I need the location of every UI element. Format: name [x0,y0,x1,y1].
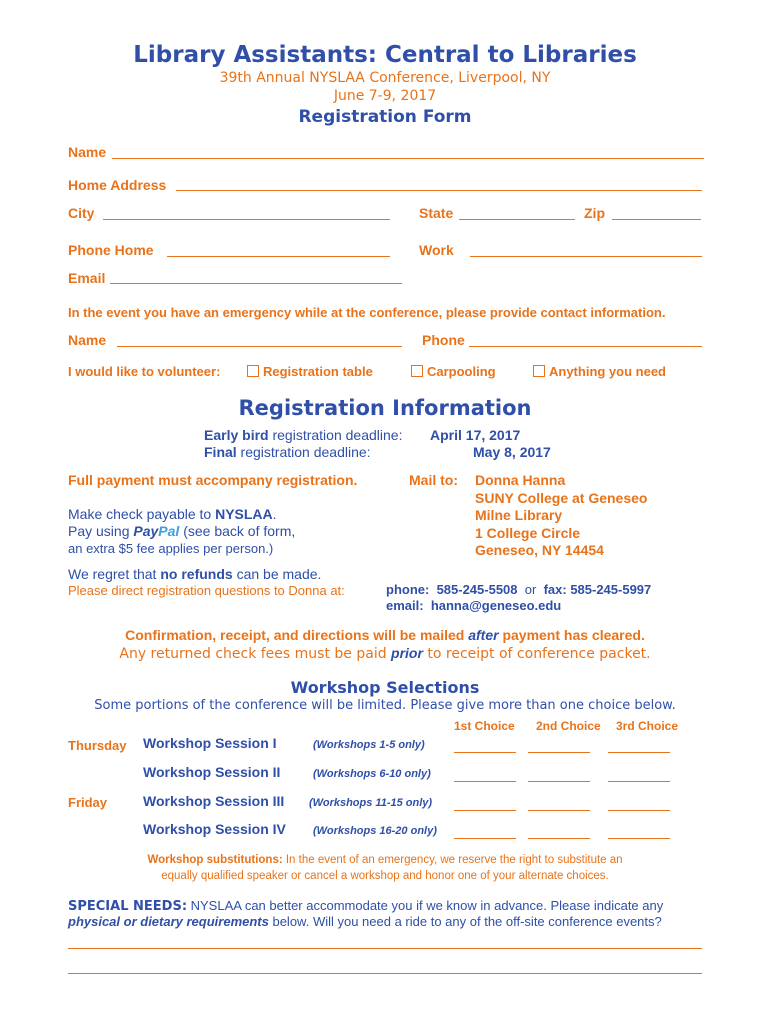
workshop-range-3: (Workshops 11-15 only) [309,797,433,809]
emergency-name-field[interactable] [117,346,402,347]
emergency-name-label: Name [68,332,107,348]
state-field[interactable] [459,219,575,220]
workshop-range-2: (Workshops 6-10 only) [313,768,431,780]
choice-header-1: 1st Choice [454,719,515,733]
volunteer-registration-table[interactable]: Registration table [247,364,373,379]
state-label: State [419,205,454,221]
checkbox-icon[interactable] [247,365,259,377]
registration-heading: Registration Information [238,396,532,420]
workshop-range-1: (Workshops 1-5 only) [313,739,425,751]
choice-1-session-3[interactable] [454,810,516,811]
volunteer-anything[interactable]: Anything you need [533,364,666,379]
choice-1-session-1[interactable] [454,752,516,753]
paypal-note: Pay using PayPal (see back of form, [68,523,296,539]
paypal-logo: PayPal [133,523,180,539]
home-address-label: Home Address [68,177,167,193]
email-label: Email [68,270,106,286]
choice-2-session-1[interactable] [528,752,590,753]
choice-1-session-2[interactable] [454,781,516,782]
phone-home-label: Phone Home [68,242,154,258]
conference-dates: June 7-9, 2017 [333,88,437,104]
choice-3-session-1[interactable] [608,752,670,753]
home-address-field[interactable] [176,190,702,191]
confirmation-note: Confirmation, receipt, and directions will be mailed after payment has cleared. [125,627,645,643]
substitution-note-line2: equally qualified speaker or cancel a workshop and honor one of your alternate choices. [161,870,609,882]
final-date: May 8, 2017 [473,444,551,460]
special-needs-note: SPECIAL NEEDS: NYSLAA can better accommodate you if we know in advance. Please indicate any [68,898,664,914]
mail-to-label: Mail to: [409,472,458,488]
check-payable-note: Make check payable to NYSLAA. [68,506,277,522]
special-needs-field-2[interactable] [68,973,702,974]
work-phone-field[interactable] [470,256,702,257]
workshop-session-2: Workshop Session II [143,764,281,780]
phone-home-field[interactable] [167,256,390,257]
mailing-address: Donna Hanna SUNY College at Geneseo Milne Library 1 College Circle Geneseo, NY 14454 [475,472,648,558]
direct-questions-note: Please direct registration questions to Donna at: [68,583,345,598]
email-field[interactable] [110,283,402,284]
choice-2-session-2[interactable] [528,781,590,782]
choice-1-session-4[interactable] [454,838,516,839]
name-field[interactable] [112,158,704,159]
full-payment-note: Full payment must accompany registration. [68,472,358,488]
contact-email: email: hanna@geneseo.edu [386,598,562,613]
emergency-phone-label: Phone [422,332,465,348]
final-deadline: Final registration deadline: [204,444,371,460]
early-bird-deadline: Early bird registration deadline: [204,427,403,443]
volunteer-label: I would like to volunteer: [68,364,221,379]
choice-header-3: 3rd Choice [616,719,679,733]
choice-header-2: 2nd Choice [536,719,601,733]
name-label: Name [68,144,107,160]
workshop-range-4: (Workshops 16-20 only) [313,825,437,837]
checkbox-icon[interactable] [533,365,545,377]
special-needs-field-1[interactable] [68,948,702,949]
page-title: Library Assistants: Central to Libraries [133,42,637,68]
email-link[interactable]: hanna@geneseo.edu [430,598,562,613]
checkbox-icon[interactable] [411,365,423,377]
workshop-session-3: Workshop Session III [143,793,285,809]
early-bird-date: April 17, 2017 [430,427,521,443]
zip-label: Zip [584,205,605,221]
contact-phone-fax: phone: 585-245-5508 or fax: 585-245-5997 [386,582,652,597]
work-label: Work [419,242,454,258]
day-friday: Friday [68,795,108,810]
substitution-note: Workshop substitutions: In the event of an emergency, we reserve the right to substitute an [147,854,623,866]
returned-check-note: Any returned check fees must be paid prior to receipt of conference packet. [119,645,651,662]
conference-subtitle: 39th Annual NYSLAA Conference, Liverpool, NY [219,70,551,86]
no-refunds-note: We regret that no refunds can be made. [68,566,322,582]
emergency-note: In the event you have an emergency while at the conference, please provide contact information. [68,305,666,320]
city-field[interactable] [103,219,390,220]
choice-2-session-3[interactable] [528,810,590,811]
form-title: Registration Form [298,107,472,127]
choice-2-session-4[interactable] [528,838,590,839]
special-needs-note-line2: physical or dietary requirements below. Will you need a ride to any of the off-site conference events? [68,914,662,929]
volunteer-carpooling[interactable]: Carpooling [411,364,496,379]
workshop-session-4: Workshop Session IV [143,821,286,837]
choice-3-session-2[interactable] [608,781,670,782]
city-label: City [68,205,95,221]
zip-field[interactable] [612,219,701,220]
fee-note: an extra $5 fee applies per person.) [68,541,274,556]
workshop-session-1: Workshop Session I [143,735,277,751]
choice-3-session-3[interactable] [608,810,670,811]
choice-3-session-4[interactable] [608,838,670,839]
emergency-phone-field[interactable] [469,346,702,347]
day-thursday: Thursday [68,738,127,753]
workshop-note: Some portions of the conference will be limited. Please give more than one choice below. [94,698,676,713]
workshop-heading: Workshop Selections [290,678,480,697]
